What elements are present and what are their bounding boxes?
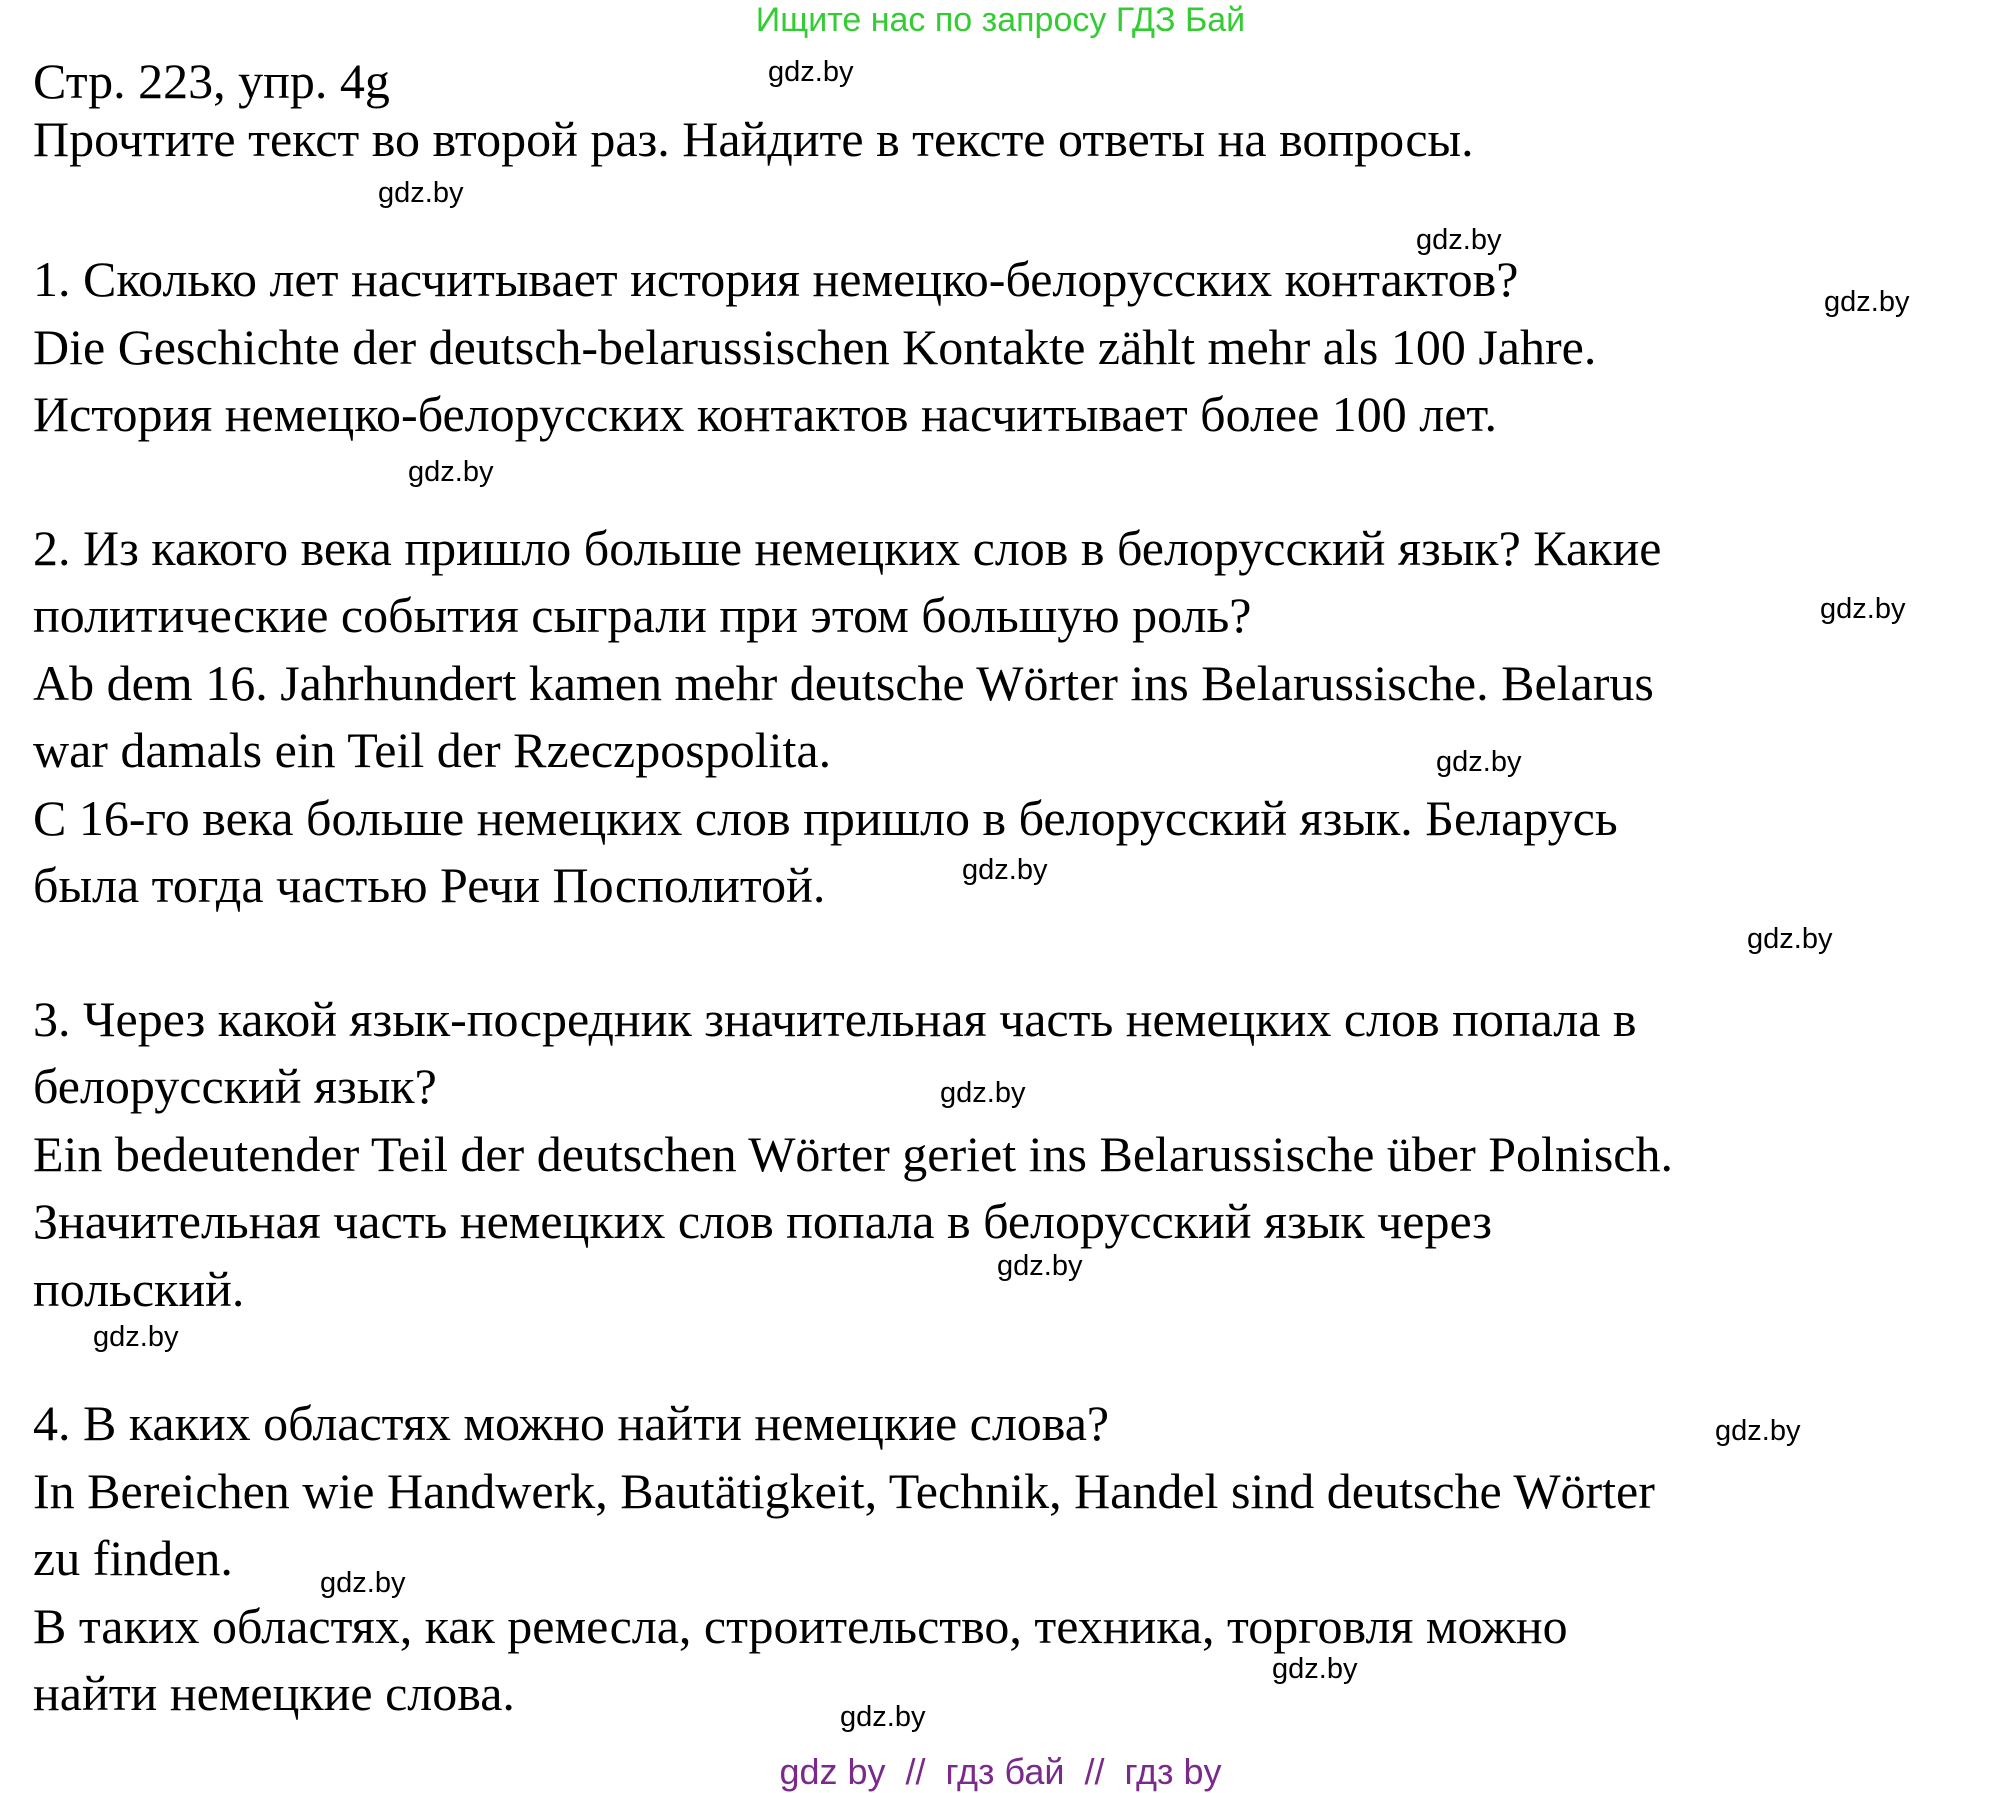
- watermark: gdz.by: [1747, 923, 1833, 955]
- question-2-answer-ru-line-2: была тогда частью Речи Посполитой.: [33, 857, 826, 913]
- question-3-answer-ru-line-1: Значительная часть немецких слов попала в белорусский язык через: [33, 1193, 1493, 1249]
- question-3-answer-de: Ein bedeutender Teil der deutschen Wörter geriet ins Belarussische über Polnisch.: [33, 1126, 1673, 1182]
- question-4-answer-de-line-1: In Bereichen wie Handwerk, Bautätigkeit, Technik, Handel sind deutsche Wörter: [33, 1463, 1655, 1519]
- watermark: gdz.by: [962, 854, 1048, 886]
- top-banner: Ищите нас по запросу ГДЗ Бай: [755, 1, 1246, 39]
- question-4-answer-ru-line-1: В таких областях, как ремесла, строительство, техника, торговля можно: [33, 1598, 1568, 1654]
- question-3-answer-ru-line-2: польский.: [33, 1261, 245, 1317]
- question-2-answer-de-line-1: Ab dem 16. Jahrhundert kamen mehr deutsche Wörter ins Belarussische. Belarus: [33, 655, 1654, 711]
- question-2-text-line-2: политические события сыграли при этом большую роль?: [33, 587, 1252, 643]
- footer-separator: //: [1084, 1751, 1105, 1792]
- footer-link-gdz-by[interactable]: gdz by: [779, 1751, 886, 1792]
- exercise-reference: Стр. 223, упр. 4g: [33, 53, 390, 109]
- question-1-answer-de: Die Geschichte der deutsch-belarussischen Kontakte zählt mehr als 100 Jahre.: [33, 319, 1597, 375]
- watermark: gdz.by: [378, 177, 464, 209]
- question-1-text: 1. Сколько лет насчитывает история немецко-белорусских контактов?: [33, 251, 1519, 307]
- watermark: gdz.by: [1715, 1415, 1801, 1447]
- watermark: gdz.by: [93, 1321, 179, 1353]
- watermark: gdz.by: [1272, 1653, 1358, 1685]
- watermark: gdz.by: [940, 1077, 1026, 1109]
- watermark: gdz.by: [320, 1567, 406, 1599]
- watermark: gdz.by: [997, 1250, 1083, 1282]
- question-4-answer-de-line-2: zu finden.: [33, 1530, 233, 1586]
- watermark: gdz.by: [1416, 224, 1502, 256]
- footer-link-gdz-by-cyr[interactable]: гдз by: [1124, 1751, 1222, 1792]
- watermark: gdz.by: [768, 56, 854, 88]
- question-2-answer-de-line-2: war damals ein Teil der Rzeczpospolita.: [33, 722, 832, 778]
- footer-link-gdz-bay[interactable]: гдз бай: [945, 1751, 1065, 1792]
- question-4-text: 4. В каких областях можно найти немецкие слова?: [33, 1395, 1110, 1451]
- question-1-answer-ru: История немецко-белорусских контактов насчитывает более 100 лет.: [33, 386, 1498, 442]
- footer-separator: //: [905, 1751, 926, 1792]
- question-2-text-line-1: 2. Из какого века пришло больше немецких слов в белорусский язык? Какие: [33, 520, 1662, 576]
- footer: [0, 1751, 2001, 1793]
- question-4-answer-ru-line-2: найти немецкие слова.: [33, 1665, 515, 1721]
- watermark: gdz.by: [1436, 746, 1522, 778]
- question-3-text-line-1: 3. Через какой язык-посредник значительная часть немецких слов попала в: [33, 991, 1637, 1047]
- question-2-answer-ru-line-1: С 16-го века больше немецких слов пришло в белорусский язык. Беларусь: [33, 790, 1618, 846]
- watermark: gdz.by: [1824, 286, 1910, 318]
- exercise-instruction: Прочтите текст во второй раз. Найдите в тексте ответы на вопросы.: [33, 111, 1474, 167]
- watermark: gdz.by: [1820, 593, 1906, 625]
- watermark: gdz.by: [408, 456, 494, 488]
- question-3-text-line-2: белорусский язык?: [33, 1058, 437, 1114]
- watermark: gdz.by: [840, 1701, 926, 1733]
